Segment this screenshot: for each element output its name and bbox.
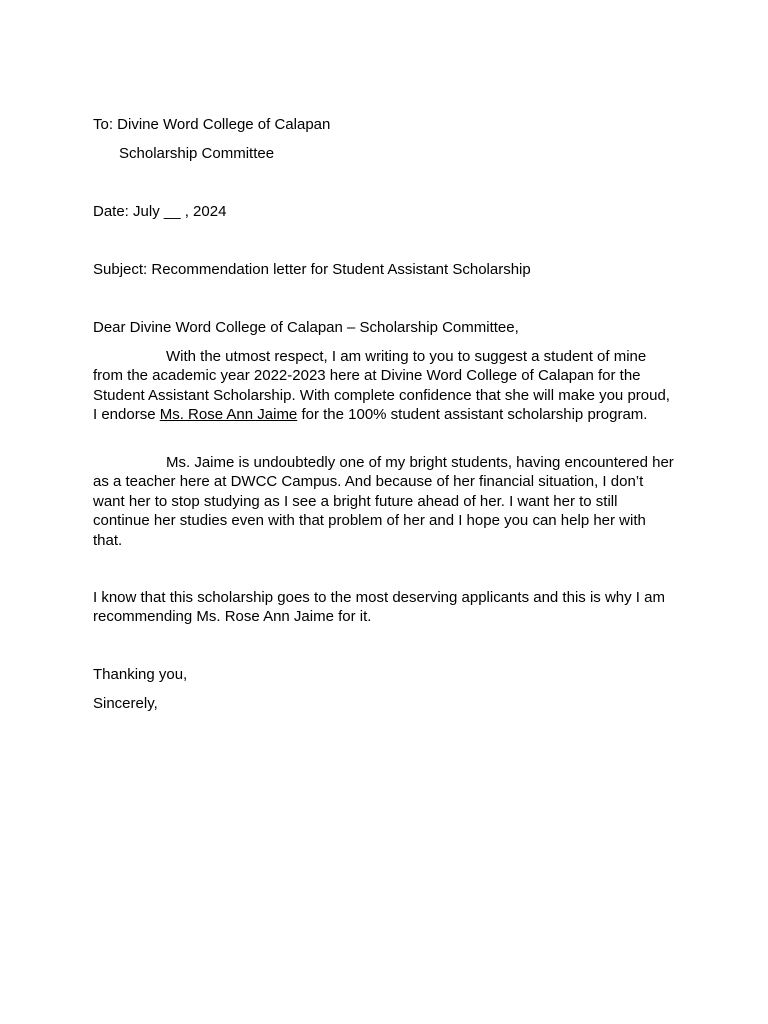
paragraph-1-text-after: for the 100% student assistant scholarship program. [297, 406, 648, 424]
recipient-committee-line: Scholarship Committee [119, 145, 275, 162]
date-line: Date: July __ , 2024 [93, 203, 227, 220]
body-paragraph-2: Ms. Jaime is undoubtedly one of my bright students, having encountered her as a teacher here at DWCC Campus. And because of her financial situation, I don’t want her to stop studying as I see a bright future ahead of her. I want her to still continue her studies even with that problem of her and I hope you can help her with that. [93, 454, 674, 549]
body-paragraph-3: I know that this scholarship goes to the most deserving applicants and this is why I am recommending Ms. Rose Ann Jaime for it. [93, 589, 665, 626]
paragraph-1-text-before: With the utmost respect, I am writing to you to suggest a student of mine from the academic year 2022-2023 here at Divine Word College of Calapan for the Student Assistant Scholarship. With complete confidence that she will make you proud, I endorse [93, 348, 670, 424]
closing-sincerely: Sincerely, [93, 695, 158, 712]
student-name: Ms. Rose Ann Jaime [159, 406, 298, 424]
recipient-line: To: Divine Word College of Calapan [93, 116, 331, 133]
closing-thanks: Thanking you, [93, 666, 188, 683]
body-paragraph-1 [93, 347, 678, 425]
subject-line: Subject: Recommendation letter for Student Assistant Scholarship [93, 261, 531, 278]
salutation: Dear Divine Word College of Calapan – Scholarship Committee, [93, 319, 519, 336]
